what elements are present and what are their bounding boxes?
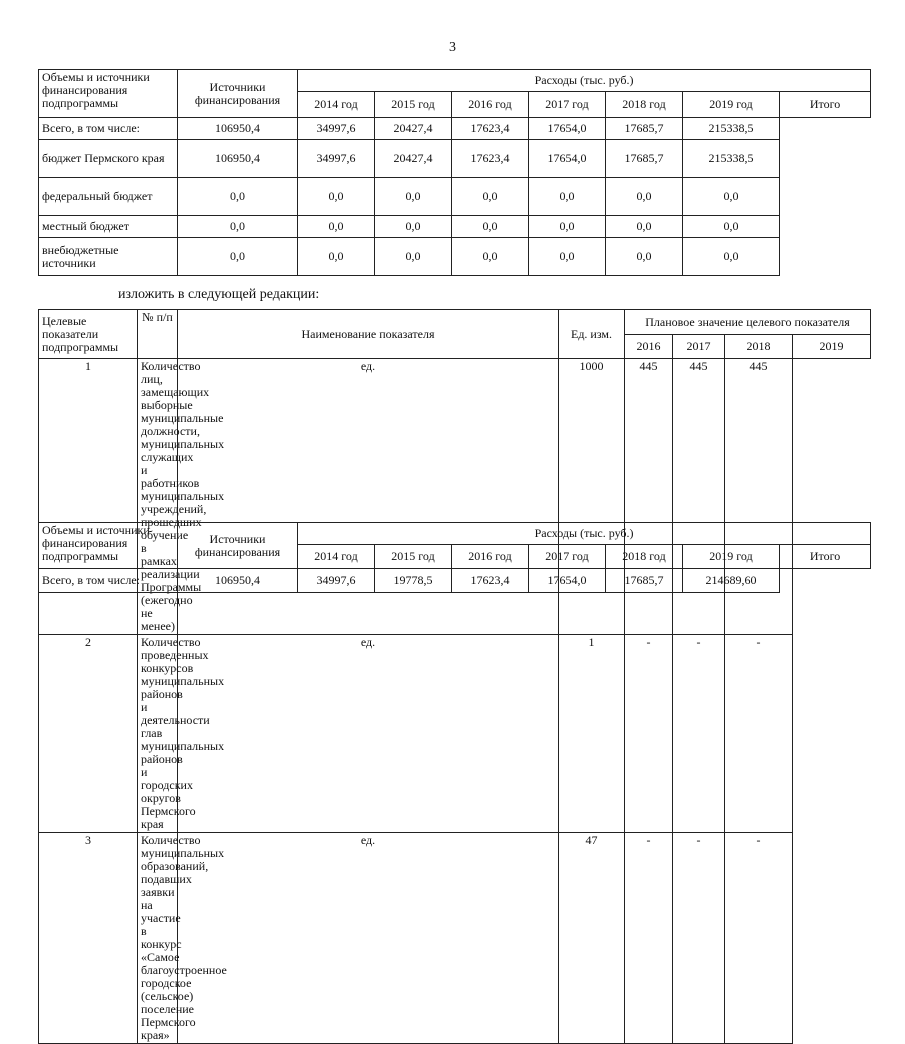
plan-value-cell: -: [625, 833, 673, 1044]
targets-rowhead: Целевые показатели подпрограммы: [39, 310, 138, 359]
row-number: 2: [39, 635, 138, 833]
expenses-header: Расходы (тыс. руб.): [298, 70, 871, 92]
year-header: 2019 год: [683, 545, 780, 569]
plan-year-header: 2019: [793, 335, 871, 359]
value-cell: 0,0: [452, 216, 529, 238]
value-cell: 0,0: [298, 238, 375, 276]
plan-value-cell: 445: [625, 359, 673, 635]
plan-value-cell: -: [625, 635, 673, 833]
plan-header: Плановое значение целевого показателя: [625, 310, 871, 335]
year-header: 2015 год: [375, 545, 452, 569]
year-header: 2016 год: [452, 545, 529, 569]
plan-year-header: 2017: [673, 335, 725, 359]
value-cell: 34997,6: [298, 118, 375, 140]
year-header: 2014 год: [298, 92, 375, 118]
year-header: Итого: [780, 92, 871, 118]
value-cell: 0,0: [375, 178, 452, 216]
source-label: бюджет Пермского края: [39, 140, 178, 178]
plan-year-header: 2016: [625, 335, 673, 359]
indicator-name: Количество муниципальных образований, подавших заявки на участие в конкурс «Самое благоустроенное городское (сельское) поселение Пермского края»: [138, 833, 178, 1044]
value-cell: 214689,60: [683, 569, 780, 593]
table-row: [39, 569, 871, 593]
year-header: 2016 год: [452, 92, 529, 118]
year-header: 2018 год: [606, 92, 683, 118]
no-header: № п/п: [138, 310, 178, 359]
table-row: [39, 178, 871, 216]
table-row: [39, 118, 871, 140]
value-cell: 20427,4: [375, 140, 452, 178]
value-cell: 0,0: [529, 178, 606, 216]
funding-table-old: [38, 69, 871, 276]
value-cell: 215338,5: [683, 140, 780, 178]
plan-value-cell: 1000: [559, 359, 625, 635]
value-cell: 0,0: [683, 238, 780, 276]
value-cell: 17685,7: [606, 118, 683, 140]
plan-year-header: 2018: [725, 335, 793, 359]
value-cell: 215338,5: [683, 118, 780, 140]
plan-value-cell: -: [673, 635, 725, 833]
source-label: Всего, в том числе:: [39, 569, 178, 593]
value-cell: 17654,0: [529, 569, 606, 593]
table-row: [39, 238, 871, 276]
table-row: [39, 635, 871, 833]
page-number: 3: [449, 40, 456, 55]
table-row: [39, 140, 871, 178]
source-label: федеральный бюджет: [39, 178, 178, 216]
edit-phrase: изложить в следующей редакции:: [118, 287, 320, 302]
value-cell: 0,0: [178, 216, 298, 238]
value-cell: 0,0: [452, 238, 529, 276]
source-label: Всего, в том числе:: [39, 118, 178, 140]
value-cell: 34997,6: [298, 569, 375, 593]
rowhead: Объемы и источники финансирования подпрограммы: [39, 523, 178, 569]
value-cell: 17623,4: [452, 118, 529, 140]
value-cell: 17654,0: [529, 118, 606, 140]
value-cell: 0,0: [298, 216, 375, 238]
table-row: [39, 359, 871, 635]
value-cell: 0,0: [452, 178, 529, 216]
value-cell: 106950,4: [178, 140, 298, 178]
value-cell: 34997,6: [298, 140, 375, 178]
value-cell: 106950,4: [178, 569, 298, 593]
unit-cell: ед.: [178, 833, 559, 1044]
row-number: 1: [39, 359, 138, 635]
value-cell: 17685,7: [606, 569, 683, 593]
source-label: местный бюджет: [39, 216, 178, 238]
year-header: Итого: [780, 545, 871, 569]
row-number: 3: [39, 833, 138, 1044]
value-cell: 0,0: [606, 216, 683, 238]
year-header: 2015 год: [375, 92, 452, 118]
plan-value-cell: 445: [725, 359, 793, 635]
value-cell: 17654,0: [529, 140, 606, 178]
plan-value-cell: -: [725, 833, 793, 1044]
year-header: 2014 год: [298, 545, 375, 569]
value-cell: 0,0: [529, 216, 606, 238]
name-header: Наименование показателя: [178, 310, 559, 359]
year-header: 2017 год: [529, 92, 606, 118]
year-header: 2019 год: [683, 92, 780, 118]
value-cell: 20427,4: [375, 118, 452, 140]
source-header: Источники финансирования: [178, 523, 298, 569]
value-cell: 0,0: [529, 238, 606, 276]
table-row: [39, 833, 871, 1044]
funding-table-new: [38, 522, 871, 593]
table-row: [39, 216, 871, 238]
targets-table: [38, 309, 871, 1044]
unit-cell: ед.: [178, 635, 559, 833]
unit-header: Ед. изм.: [559, 310, 625, 359]
indicator-name: Количество проведенных конкурсов муниципальных районов и деятельности глав муниципальных районов и городских округов Пермского края: [138, 635, 178, 833]
value-cell: 0,0: [178, 238, 298, 276]
value-cell: 0,0: [606, 238, 683, 276]
value-cell: 17623,4: [452, 140, 529, 178]
source-label: внебюджетные источники: [39, 238, 178, 276]
value-cell: 19778,5: [375, 569, 452, 593]
value-cell: 0,0: [606, 178, 683, 216]
value-cell: 17685,7: [606, 140, 683, 178]
expenses-header: Расходы (тыс. руб.): [298, 523, 871, 545]
indicator-name: Количество лиц, замещающих выборные муниципальные должности, муниципальных служащих и работников муниципальных учреждений, прошедших обучение в рамках реализации Программы (ежегодно не менее): [138, 359, 178, 635]
value-cell: 0,0: [375, 238, 452, 276]
plan-value-cell: 1: [559, 635, 625, 833]
rowhead: Объемы и источники финансирования подпрограммы: [39, 70, 178, 118]
value-cell: 0,0: [178, 178, 298, 216]
plan-value-cell: 47: [559, 833, 625, 1044]
value-cell: 106950,4: [178, 118, 298, 140]
year-header: 2018 год: [606, 545, 683, 569]
plan-value-cell: -: [673, 833, 725, 1044]
plan-value-cell: 445: [673, 359, 725, 635]
value-cell: 0,0: [298, 178, 375, 216]
year-header: 2017 год: [529, 545, 606, 569]
value-cell: 0,0: [683, 178, 780, 216]
plan-value-cell: -: [725, 635, 793, 833]
value-cell: 0,0: [683, 216, 780, 238]
unit-cell: ед.: [178, 359, 559, 635]
value-cell: 17623,4: [452, 569, 529, 593]
source-header: Источники финансирования: [178, 70, 298, 118]
value-cell: 0,0: [375, 216, 452, 238]
